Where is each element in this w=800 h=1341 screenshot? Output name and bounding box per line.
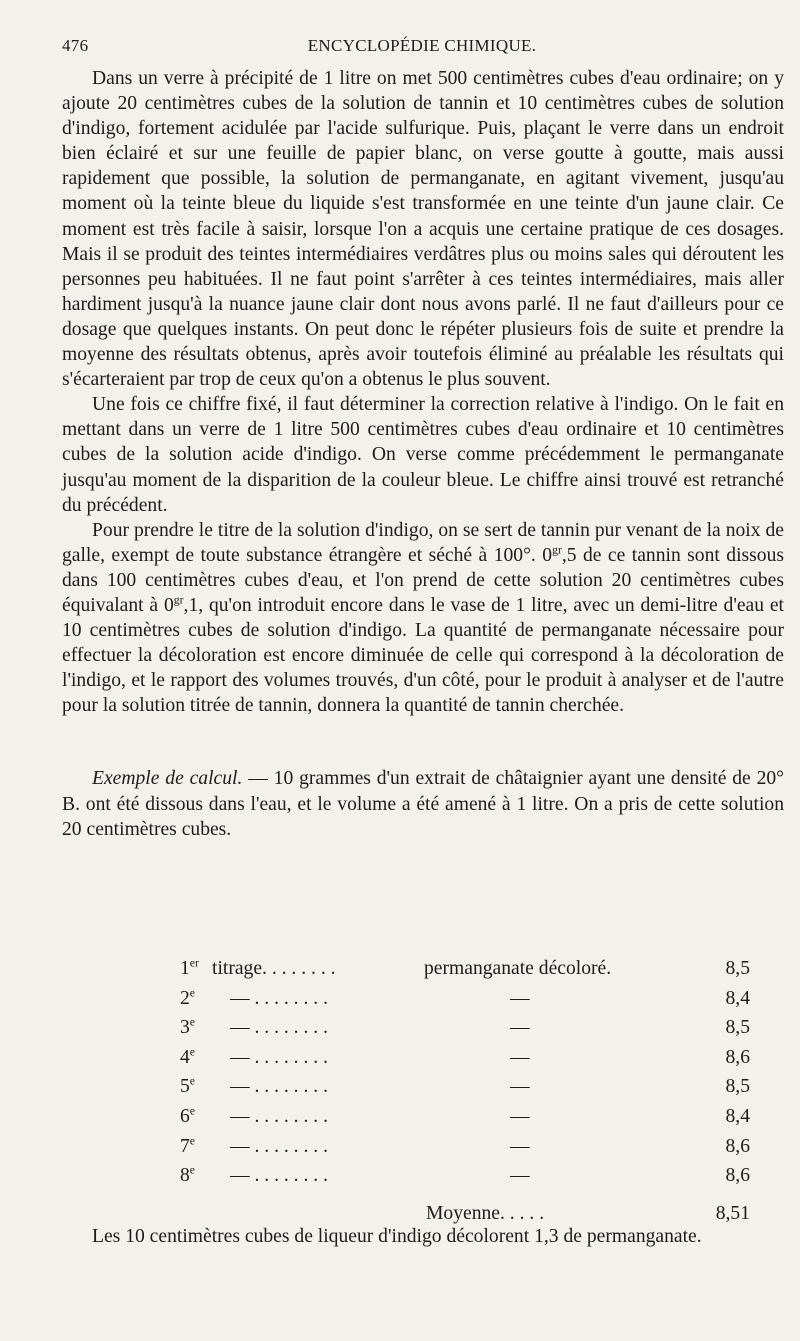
running-title: ENCYCLOPÉDIE CHIMIQUE. [307, 36, 537, 55]
mean-value: 8,51 [715, 1202, 750, 1224]
titration-value: 8,4 [725, 1105, 750, 1127]
table-row: 4e — . . . . . . . . — 8,6 [62, 1043, 784, 1073]
table-row: 6e — . . . . . . . . — 8,4 [62, 1102, 784, 1132]
titration-result-label: permanganate décoloré. [424, 958, 612, 979]
table-row: 1er titrage. . . . . . . . permanganate décoloré. 8,5 [62, 954, 784, 984]
table-row: 8e — . . . . . . . . — 8,6 [62, 1161, 784, 1191]
table-row: 3e — . . . . . . . . — 8,5 [62, 1013, 784, 1043]
running-head [62, 36, 782, 56]
paragraph-procedure: Dans un verre à précipité de 1 litre on met 500 centimètres cubes d'eau ordinaire; on y ajoute 20 centimètres cubes de la solution de tannin et 10 centimètres cubes de solution d'indigo, fortement acidulée par l'acide sulfurique. Puis, plaçant le verre dans un endroit bien éclairé et sur une feuille de papier blanc, on verse goutte à goutte, mais aussi rapidement que possible, la solution de permanganate, en agitant vivement, jusqu'au moment où la teinte bleue du liquide s'est transformée en une teinte d'un jaune clair. Ce moment est très facile à saisir, lorsque l'on a acquis une certaine pratique de ces dosages. Mais il se produit des teintes intermédiaires verdâtres plus ou moins sales qui déroutent les personnes peu habituées. Il ne faut point s'arrêter à ces teintes intermédiaires, mais aller hardiment jusqu'à la nuance jaune clair dont nous avons parlé. Il ne faut d'ailleurs pour ce dosage que quelques instants. On peut donc le répéter plusieurs fois de suite et prendre la moyenne des résultats obtenus, après avoir toutefois éliminé au préalable les résultats qui s'écarteraient par trop de ceux qu'on a obtenus le plus souvent. [62, 68, 784, 391]
body-text [62, 66, 784, 842]
table-row: 2e — . . . . . . . . — 8,4 [62, 984, 784, 1014]
paragraph-indigo-correction: Une fois ce chiffre fixé, il faut déterminer la correction relative à l'indigo. On le fait en mettant dans un verre de 1 litre 500 centimètres cubes d'eau ordinaire et 10 centimètres cubes de la solution acide d'indigo. On verse comme précédemment le permanganate jusqu'au moment de la disparition de la couleur bleue. Le chiffre ainsi trouvé est retranché du précédent. [62, 394, 784, 516]
page-number: 476 [62, 36, 89, 55]
conclusion-text: Les 10 centimètres cubes de liqueur d'indigo décolorent 1,3 de permanganate. [92, 1226, 702, 1247]
titration-table [62, 954, 784, 1229]
titration-value: 8,6 [725, 1135, 750, 1157]
titration-label: titrage. . . . . . . . [212, 958, 336, 979]
titration-value: 8,5 [725, 958, 750, 979]
example-text: — 10 grammes d'un extrait de châtaignier ayant une densité de 20° B. ont été dissous dans l'eau, et le volume a été amené à 1 litre. On a pris de cette solution 20 centimètres cubes. [62, 768, 785, 840]
titration-value: 8,5 [725, 1017, 750, 1039]
table-row: 7e — . . . . . . . . — 8,6 [62, 1132, 784, 1162]
example-heading: Exemple de calcul. [92, 768, 243, 790]
paragraph-indigo-titer: Pour prendre le titre de la solution d'indigo, on se sert de tannin pur venant de la noix de galle, exempt de toute substance étrangère et séché à 100°. $0^{gr},5$ de ce tannin sont dissous dans 100 centimètres cubes d'eau, et l'on prend de cette solution 20 centimètres cubes équivalant à $0^{gr},1$, qu'on introduit encore dans le vase de 1 litre, avec un demi-litre d'eau et 10 centimètres cubes de solution d'indigo. La quantité de permanganate nécessaire pour effectuer la décoloration est encore diminuée de celle qui correspond à la décoloration de l'indigo, et le rapport des volumes trouvés, d'un côté, pour le produit à analyser et de l'autre pour la solution titrée de tannin, donnera la quantité de tannin cherchée. [62, 519, 785, 717]
titration-value: 8,5 [725, 1076, 750, 1098]
mean-label: Moyenne. . . . . [426, 1202, 545, 1224]
paragraph-example [62, 766, 784, 841]
table-row: 5e — . . . . . . . . — 8,5 [62, 1072, 784, 1102]
titration-value: 8,6 [725, 1165, 750, 1187]
titration-value: 8,6 [725, 1046, 750, 1068]
titration-value: 8,4 [725, 987, 750, 1009]
